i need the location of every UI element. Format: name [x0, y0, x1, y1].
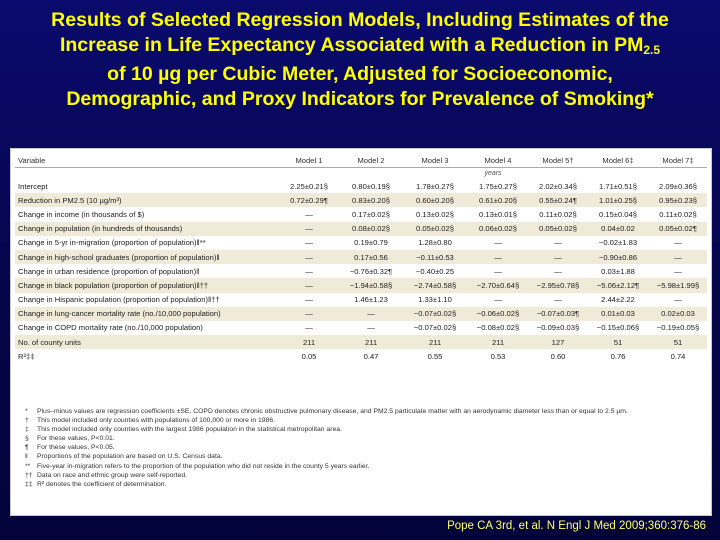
table-cell: 0.76 — [587, 349, 649, 363]
table-cell: 0.19±0.79 — [339, 236, 403, 250]
table-cell: 0.47 — [339, 349, 403, 363]
table-cell: — — [529, 250, 587, 264]
table-cell: 0.72±0.29¶ — [279, 193, 339, 207]
table-cell: 51 — [649, 335, 707, 349]
table-cell: 0.74 — [649, 349, 707, 363]
table-cell: — — [279, 293, 339, 307]
footnote — [25, 452, 697, 461]
table-cell: 0.11±0.02§ — [529, 207, 587, 221]
table-cell: 211 — [279, 335, 339, 349]
table-row — [15, 222, 707, 236]
table-cell: 0.01±0.03 — [587, 307, 649, 321]
footnote-symbol: ** — [25, 462, 31, 470]
table-header-row — [15, 153, 707, 168]
table-cell: 0.02±0.03 — [649, 307, 707, 321]
variable-header: Variable — [15, 153, 279, 168]
table-cell: — — [467, 293, 529, 307]
table-cell: −0.90±0.86 — [587, 250, 649, 264]
table-cell: −0.40±0.25 — [403, 264, 467, 278]
footnote — [25, 443, 697, 452]
table-cell: 0.55 — [403, 349, 467, 363]
title-line-2-text: Increase in Life Expectancy Associated with a Reduction in PM — [59, 33, 644, 56]
model-header: Model 2 — [339, 153, 403, 168]
table-cell: — — [649, 293, 707, 307]
footnote-symbol: § — [25, 435, 29, 443]
table-cell: 0.11±0.02§ — [649, 207, 707, 221]
row-label: Change in COPD mortality rate (no./10,000 population) — [15, 321, 279, 335]
table-cell: 0.60 — [529, 349, 587, 363]
table-cell: — — [467, 236, 529, 250]
table-cell: 0.95±0.23§ — [649, 193, 707, 207]
title-subscript: 2.5 — [643, 42, 661, 57]
table-cell: 0.15±0.04§ — [587, 207, 649, 221]
footnote — [25, 480, 697, 489]
table-cell: — — [279, 278, 339, 292]
table-cell: 127 — [529, 335, 587, 349]
footnote-symbol: ‡ — [25, 426, 29, 434]
table-cell: 51 — [587, 335, 649, 349]
table-row — [15, 179, 707, 193]
footnote-symbol: †† — [25, 471, 33, 479]
table-cell: 0.05±0.02§ — [529, 222, 587, 236]
table-body — [15, 168, 707, 364]
table-cell: −0.19±0.05§ — [649, 321, 707, 335]
table-cell: −5.98±1.99§ — [649, 278, 707, 292]
table-cell: — — [529, 236, 587, 250]
table-cell: — — [649, 250, 707, 264]
table-cell: 0.03±1.88 — [587, 264, 649, 278]
regression-table — [15, 153, 707, 363]
row-label: Change in Hispanic population (proportion of population)‖†† — [15, 293, 279, 307]
table-cell: 2.09±0.36§ — [649, 179, 707, 193]
table-row — [15, 335, 707, 349]
footnote-text: This model included only counties with the largest 1986 population in the statistical metropolitan area. — [37, 426, 342, 434]
table-cell: −0.09±0.03§ — [529, 321, 587, 335]
table-cell: −2.95±0.78§ — [529, 278, 587, 292]
table-cell: 1.46±1.23 — [339, 293, 403, 307]
table-cell: −1.94±0.58§ — [339, 278, 403, 292]
table-cell: −5.06±2.12¶ — [587, 278, 649, 292]
table-row — [15, 236, 707, 250]
table-cell: 2.02±0.34§ — [529, 179, 587, 193]
footnote-symbol: * — [25, 408, 28, 415]
citation: Pope CA 3rd, et al. N Engl J Med 2009;360:376-86 — [447, 520, 706, 532]
table-row — [15, 293, 707, 307]
table-cell: −0.15±0.06§ — [587, 321, 649, 335]
table-cell: −0.08±0.02§ — [467, 321, 529, 335]
footnote-text: For these values, P<0.05. — [37, 444, 115, 452]
table-cell: — — [649, 264, 707, 278]
table-cell: −0.07±0.02§ — [403, 307, 467, 321]
table-cell: 0.13±0.01§ — [467, 207, 529, 221]
model-header: Model 4 — [467, 153, 529, 168]
table-cell: — — [467, 250, 529, 264]
table-cell: 0.60±0.20§ — [403, 193, 467, 207]
model-header: Model 6‡ — [587, 153, 649, 168]
table-cell: — — [529, 293, 587, 307]
row-label: No. of county units — [15, 335, 279, 349]
table-cell: — — [279, 321, 339, 335]
table-cell: 211 — [339, 335, 403, 349]
table-cell: 0.05±0.02§ — [403, 222, 467, 236]
table-cell: 0.06±0.02§ — [467, 222, 529, 236]
footnote-text: Data on race and ethnic group were self-reported. — [37, 471, 187, 479]
table-cell: — — [339, 307, 403, 321]
title-line-2 — [0, 33, 720, 63]
table-footnotes — [25, 407, 697, 489]
table-cell: — — [339, 321, 403, 335]
footnote-text: This model included only counties with populations of 100,000 or more in 1986. — [37, 417, 276, 425]
units-row — [15, 168, 707, 180]
row-label: Change in high-school graduates (proportion of population)‖ — [15, 250, 279, 264]
table-cell: 0.55±0.24¶ — [529, 193, 587, 207]
table-cell: −0.76±0.32¶ — [339, 264, 403, 278]
table-cell: — — [279, 207, 339, 221]
table-cell: 2.25±0.21§ — [279, 179, 339, 193]
table-cell: 2.44±2.22 — [587, 293, 649, 307]
row-label: R²‡‡ — [15, 349, 279, 363]
footnote-symbol: ‡‡ — [25, 480, 33, 488]
footnote — [25, 462, 697, 471]
slide-title — [0, 8, 720, 111]
table-cell: 0.13±0.02§ — [403, 207, 467, 221]
footnote-text: For these values, P<0.01. — [37, 435, 115, 443]
table-cell: 1.71±0.51§ — [587, 179, 649, 193]
row-label: Change in lung-cancer mortality rate (no./10,000 population) — [15, 307, 279, 321]
table-row — [15, 307, 707, 321]
footnote-symbol: ‖ — [25, 453, 28, 461]
table-cell: −0.02±1.83 — [587, 236, 649, 250]
model-header: Model 1 — [279, 153, 339, 168]
table-row — [15, 278, 707, 292]
row-label: Change in black population (proportion of population)‖†† — [15, 278, 279, 292]
table-cell: −0.07±0.02§ — [403, 321, 467, 335]
table-cell: 0.17±0.02§ — [339, 207, 403, 221]
footnote-text: Proportions of the population are based on U.S. Census data. — [37, 453, 223, 461]
table-row — [15, 250, 707, 264]
row-label: Change in 5-yr in-migration (proportion of population)‖** — [15, 236, 279, 250]
title-line-3: of 10 µg per Cubic Meter, Adjusted for Socioeconomic, — [107, 63, 613, 85]
table-cell: 0.05 — [279, 349, 339, 363]
footnote-text: R² denotes the coefficient of determination. — [37, 480, 167, 488]
table-cell: 0.80±0.19§ — [339, 179, 403, 193]
regression-table-panel — [10, 148, 712, 516]
table-cell: −0.11±0.53 — [403, 250, 467, 264]
footnote-symbol: ¶ — [25, 444, 29, 452]
model-header: Model 3 — [403, 153, 467, 168]
table-row — [15, 349, 707, 363]
table-cell: 0.83±0.20§ — [339, 193, 403, 207]
title-line-4: Demographic, and Proxy Indicators for Prevalence of Smoking* — [66, 87, 654, 110]
table-cell: −2.74±0.58§ — [403, 278, 467, 292]
table-cell: 211 — [467, 335, 529, 349]
footnote — [25, 407, 697, 416]
table-cell: — — [279, 236, 339, 250]
table-row — [15, 321, 707, 335]
table-cell: — — [279, 222, 339, 236]
table-cell: 0.05±0.02¶ — [649, 222, 707, 236]
units-spacer — [15, 168, 279, 180]
table-cell: 0.04±0.02 — [587, 222, 649, 236]
footnote — [25, 425, 697, 434]
table-cell: 1.78±0.27§ — [403, 179, 467, 193]
row-label: Change in urban residence (proportion of population)‖ — [15, 264, 279, 278]
model-header: Model 5† — [529, 153, 587, 168]
table-cell: — — [279, 250, 339, 264]
row-label: Intercept — [15, 179, 279, 193]
table-cell: 1.75±0.27§ — [467, 179, 529, 193]
table-cell: — — [467, 264, 529, 278]
row-label: Change in population (in hundreds of thousands) — [15, 222, 279, 236]
table-cell: 0.61±0.20§ — [467, 193, 529, 207]
footnote-text: Five-year in-migration refers to the proportion of the population who did not reside in the county 5 years earlier. — [37, 462, 370, 470]
model-header: Model 7‡ — [649, 153, 707, 168]
footnote-text: Plus–minus values are regression coefficients ±SE. COPD denotes chronic obstructive pulmonary disease, and PM2.5 particulate matter with an aerodynamic diameter less than or equal to 2.5 µm. — [37, 408, 628, 415]
table-cell: 1.33±1.10 — [403, 293, 467, 307]
table-cell: — — [279, 307, 339, 321]
table-cell: −2.70±0.64§ — [467, 278, 529, 292]
footnote — [25, 416, 697, 425]
table-cell: 0.08±0.02§ — [339, 222, 403, 236]
table-cell: 1.01±0.25§ — [587, 193, 649, 207]
table-row — [15, 207, 707, 221]
table-cell: 211 — [403, 335, 467, 349]
row-label: Change in income (in thousands of $) — [15, 207, 279, 221]
table-cell: 0.17±0.56 — [339, 250, 403, 264]
row-label: Reduction in PM2.5 (10 µg/m³) — [15, 193, 279, 207]
table-cell: −0.06±0.02§ — [467, 307, 529, 321]
footnote — [25, 434, 697, 443]
table-cell: 0.53 — [467, 349, 529, 363]
table-cell: −0.07±0.03¶ — [529, 307, 587, 321]
table-cell: — — [279, 264, 339, 278]
table-cell: 1.28±0.80 — [403, 236, 467, 250]
footnote-symbol: † — [25, 417, 29, 425]
units-label: years — [279, 168, 707, 180]
table-cell: — — [649, 236, 707, 250]
table-row — [15, 193, 707, 207]
title-line-1: Results of Selected Regression Models, Including Estimates of the — [51, 9, 669, 31]
table-cell: — — [529, 264, 587, 278]
footnote — [25, 471, 697, 480]
table-row — [15, 264, 707, 278]
